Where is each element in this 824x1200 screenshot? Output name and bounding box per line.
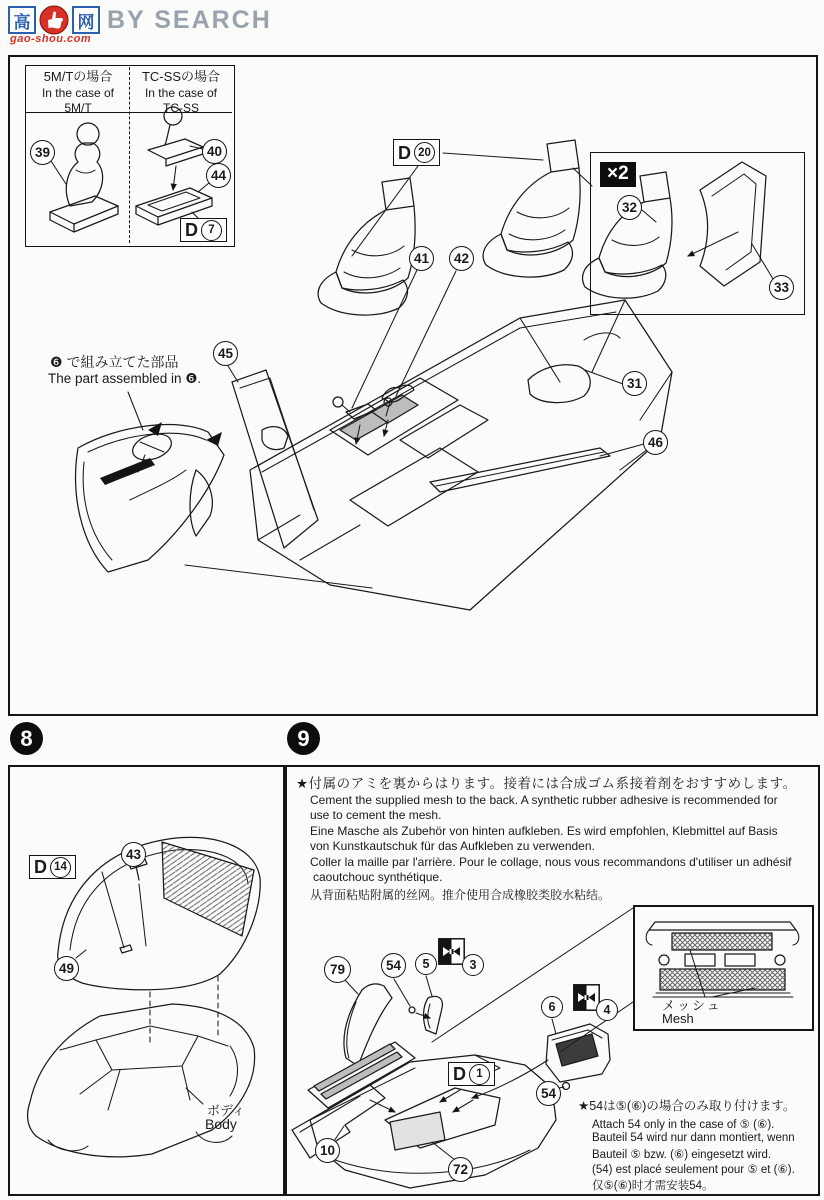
callout-54b: 54 xyxy=(536,1081,561,1106)
callout-46: 46 xyxy=(643,430,668,455)
note6-en: The part assembled in ❻. xyxy=(48,371,202,386)
d7-number: 7 xyxy=(201,220,222,241)
callout-42: 42 xyxy=(449,246,474,271)
mesh-instruction-jp: ★付属のアミを裏からはります。接着には合成ゴム系接着剤をおすすめします。 xyxy=(296,776,797,791)
mesh-instruction-de1: Eine Masche als Zubehör von hinten aufkleben. Es wird empfohlen, Klebmittel auf Basis xyxy=(310,824,778,838)
mesh-instruction-en1: Cement the supplied mesh to the back. A synthetic rubber adhesive is recommended for xyxy=(310,793,778,807)
note54-l4: Bauteil ⑤ bzw. (⑥) eingesetzt wird. xyxy=(592,1149,772,1161)
mesh-instruction-fr2: caoutchouc synthétique. xyxy=(313,870,443,884)
case-tcss-title xyxy=(131,69,231,116)
d20-number: 20 xyxy=(414,142,435,163)
callout-39: 39 xyxy=(30,140,55,165)
part-label-d1 xyxy=(448,1062,495,1086)
d14-number: 14 xyxy=(50,857,71,878)
d7-letter: D xyxy=(185,220,198,240)
watermark xyxy=(8,5,272,35)
case-5mt-title-en2: 5M/T xyxy=(64,100,92,115)
mesh-label-jp: メッシュ xyxy=(662,998,722,1013)
mesh-label-en: Mesh xyxy=(662,1011,694,1026)
note54-l5: (54) est placé seulement pour ⑤ et (⑥). xyxy=(592,1164,795,1176)
left-right-symmetry-icon-3 xyxy=(438,938,465,970)
callout-3: 3 xyxy=(462,954,484,976)
x2-quantity-tag: ×2 xyxy=(600,162,636,187)
callout-33: 33 xyxy=(769,275,794,300)
body-label-jp: ボディ xyxy=(207,1103,245,1118)
mesh-instruction-en2: use to cement the mesh. xyxy=(310,808,442,822)
d1-number: 1 xyxy=(469,1064,490,1085)
note54-l2: Attach 54 only in the case of ⑤ (⑥). xyxy=(592,1119,775,1131)
callout-40: 40 xyxy=(202,139,227,164)
callout-4: 4 xyxy=(596,999,618,1021)
watermark-search-text: BY SEARCH xyxy=(107,5,272,34)
case-tcss-title-jp: TC-SSの場合 xyxy=(141,69,220,84)
callout-43: 43 xyxy=(121,842,146,867)
d1-letter: D xyxy=(453,1064,466,1084)
watermark-site-text: gao-shou.com xyxy=(10,33,92,45)
callout-32: 32 xyxy=(617,195,642,220)
watermark-logo-char-right: 网 xyxy=(72,6,100,34)
callout-5: 5 xyxy=(415,953,437,975)
mesh-instruction-de2: von Kunstkautschuk für das Aufkleben zu verwenden. xyxy=(310,839,595,853)
callout-49: 49 xyxy=(54,956,79,981)
callout-44: 44 xyxy=(206,163,231,188)
part-label-d7 xyxy=(180,218,227,242)
d14-letter: D xyxy=(34,857,47,877)
step9-number: 9 xyxy=(287,722,320,755)
callout-6: 6 xyxy=(541,996,563,1018)
mesh-instruction-zh: 从背面粘贴附属的丝网。推介使用合成橡胶类胶水粘结。 xyxy=(310,888,611,902)
callout-31: 31 xyxy=(622,371,647,396)
note54-l3: Bauteil 54 wird nur dann montiert, wenn xyxy=(592,1132,795,1144)
note6-jp: ❻ で組み立てた部品 xyxy=(50,354,179,370)
mesh-inset-box xyxy=(633,905,814,1031)
d20-letter: D xyxy=(398,142,411,163)
body-label-en: Body xyxy=(205,1116,237,1132)
part-label-d20 xyxy=(393,139,440,166)
case-tcss-title-en2: TC-SS xyxy=(163,100,199,115)
case-box-divider xyxy=(129,67,130,243)
callout-10: 10 xyxy=(315,1138,340,1163)
callout-79: 79 xyxy=(324,956,351,983)
note54-l6: 仅⑤(⑥)时才需安装54。 xyxy=(592,1180,714,1192)
callout-41: 41 xyxy=(409,246,434,271)
case-5mt-title xyxy=(27,69,129,116)
case-5mt-title-jp: 5M/Tの場合 xyxy=(43,69,113,84)
callout-72: 72 xyxy=(448,1157,473,1182)
callout-54a: 54 xyxy=(381,953,406,978)
case-tcss-title-en1: In the case of xyxy=(144,85,218,100)
part-label-d14 xyxy=(29,855,76,879)
watermark-thumb-icon xyxy=(39,5,69,35)
note54-l1: ★54は⑤(⑥)の場合のみ取り付けます。 xyxy=(578,1099,796,1113)
callout-45: 45 xyxy=(213,341,238,366)
mesh-instruction-fr1: Coller la maille par l'arrière. Pour le collage, nous vous recommandons d'utiliser un adhésif xyxy=(310,855,792,869)
step8-number: 8 xyxy=(10,722,43,755)
case-5mt-title-en1: In the case of xyxy=(41,85,115,100)
watermark-logo-char-left: 高 xyxy=(8,6,36,34)
step8-panel-border xyxy=(8,765,287,1196)
